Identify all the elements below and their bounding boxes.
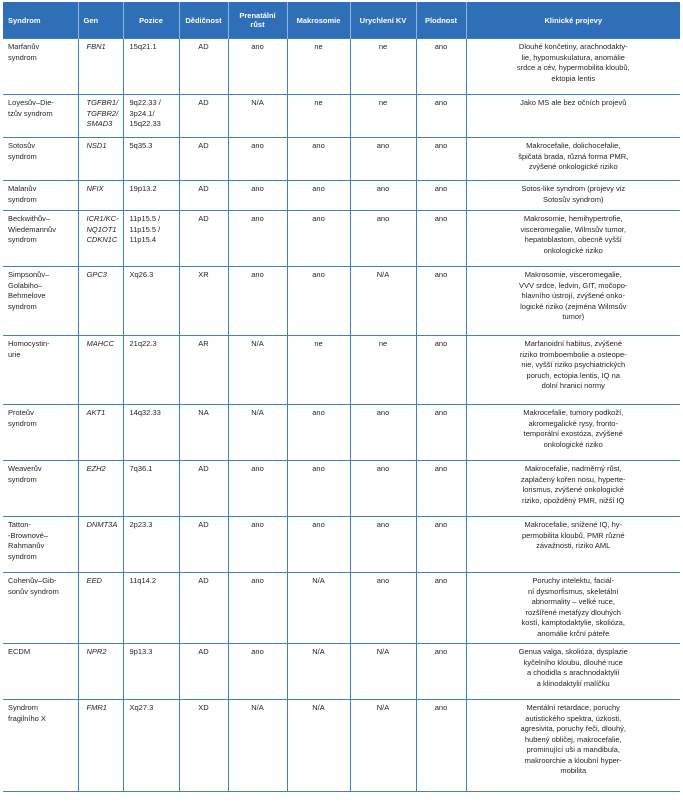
macrosomia-cell: ano (287, 211, 350, 267)
bone-age-cell: ne (350, 336, 416, 405)
gene-cell: EZH2 (78, 461, 123, 517)
fertility-cell: ano (416, 267, 466, 336)
prenatal-growth-cell: ano (228, 461, 287, 517)
position-cell: Xq27.3 (123, 700, 179, 792)
clinical-features-cell: Makrocefalie, tumory podkoží, akromegalické rysy, fronto- temporální exostóza, zvýšené onkologické riziko (466, 405, 680, 461)
position-cell: 21q22.3 (123, 336, 179, 405)
macrosomia-cell: ne (287, 336, 350, 405)
gene-cell: AKT1 (78, 405, 123, 461)
syndrome-cell: ECDM (3, 644, 78, 700)
syndrome-cell: Proteův syndrom (3, 405, 78, 461)
clinical-features-cell: Makrocefalie, dolichocefalie, špičatá brada, různá forma PMR, zvýšené onkologické riziko (466, 138, 680, 181)
clinical-features-cell: Genua valga, skolióza, dysplazie kyčelního kloubu, dlouhé ruce a chodidla s arachnodaktylií a klinodaktylií malíčku (466, 644, 680, 700)
bone-age-cell: ano (350, 573, 416, 644)
bone-age-cell: ne (350, 95, 416, 138)
clinical-features-cell: Dlouhé končetiny, arachnodakty- lie, hypomuskulatura, anomálie srdce a cév, hypermobilita kloubů, ektopia lentis (466, 39, 680, 95)
table-row (3, 95, 680, 138)
clinical-features-cell: Marfanoidní habitus, zvýšené riziko tromboembolie a osteope- nie, vyšší riziko psychiatrických poruch, ectopia lentis, IQ na dolní hranici normy (466, 336, 680, 405)
position-cell: 2p23.3 (123, 517, 179, 573)
clinical-features-cell: Jako MS ale bez očních projevů (466, 95, 680, 138)
bone-age-cell: N/A (350, 700, 416, 792)
fertility-cell: ano (416, 700, 466, 792)
syndrome-cell: Homocystin- urie (3, 336, 78, 405)
prenatal-growth-cell: ano (228, 39, 287, 95)
table-row (3, 181, 680, 211)
gene-cell: MAHCC (78, 336, 123, 405)
header-syndrom: Syndrom (3, 2, 78, 39)
table-row (3, 336, 680, 405)
header-makrosomie: Makrosomie (287, 2, 350, 39)
inheritance-cell: AD (179, 517, 228, 573)
syndrome-cell: Sotosův syndrom (3, 138, 78, 181)
fertility-cell: ano (416, 138, 466, 181)
table-row (3, 461, 680, 517)
fertility-cell: ano (416, 573, 466, 644)
syndrome-cell: Syndrom fragilního X (3, 700, 78, 792)
position-cell: 11q14.2 (123, 573, 179, 644)
macrosomia-cell: N/A (287, 700, 350, 792)
position-cell: 11p15.5 / 11p15.5 / 11p15.4 (123, 211, 179, 267)
syndrome-cell: Tatton- -Brownové– Rahmanův syndrom (3, 517, 78, 573)
inheritance-cell: AD (179, 461, 228, 517)
table-row (3, 211, 680, 267)
syndrome-cell: Loyesův–Die- tzův syndrom (3, 95, 78, 138)
gene-cell: DNMT3A (78, 517, 123, 573)
inheritance-cell: AR (179, 336, 228, 405)
gene-cell: GPC3 (78, 267, 123, 336)
macrosomia-cell: ne (287, 39, 350, 95)
clinical-features-cell: Poruchy intelektu, faciál- ní dysmorfismus, skeletální abnormality – velké ruce, rozšířené metafýzy dlouhých kostí, kamptodaktylie, skolióza, anomálie krční páteře (466, 573, 680, 644)
bone-age-cell: ano (350, 181, 416, 211)
macrosomia-cell: ano (287, 267, 350, 336)
inheritance-cell: AD (179, 39, 228, 95)
fertility-cell: ano (416, 336, 466, 405)
position-cell: 7q36.1 (123, 461, 179, 517)
gene-cell: ICR1/KC- NQ1OT1 CDKN1C (78, 211, 123, 267)
bone-age-cell: ano (350, 461, 416, 517)
syndrome-cell: Weaverův syndrom (3, 461, 78, 517)
syndrome-table (3, 2, 680, 792)
position-cell: 9p13.3 (123, 644, 179, 700)
header-row (3, 2, 680, 39)
fertility-cell: ano (416, 644, 466, 700)
macrosomia-cell: ano (287, 517, 350, 573)
header-gen: Gen (78, 2, 123, 39)
prenatal-growth-cell: ano (228, 211, 287, 267)
prenatal-growth-cell: ano (228, 644, 287, 700)
table-row (3, 405, 680, 461)
table-row (3, 644, 680, 700)
clinical-features-cell: Makrosomie, hemihypertrofie, visceromegalie, Wilmsův tumor, hepatoblastom, obecně vyšší onkologické riziko (466, 211, 680, 267)
clinical-features-cell: Makrosomie, visceromegalie, VVV srdce, ledvin, GIT, močopo- hlavního ústrojí, zvýšené onko- logické riziko (zejména Wilmsův tumor) (466, 267, 680, 336)
gene-cell: TGFBR1/ TGFBR2/ SMAD3 (78, 95, 123, 138)
inheritance-cell: AD (179, 181, 228, 211)
prenatal-growth-cell: ano (228, 573, 287, 644)
fertility-cell: ano (416, 405, 466, 461)
inheritance-cell: AD (179, 644, 228, 700)
gene-cell: FBN1 (78, 39, 123, 95)
fertility-cell: ano (416, 95, 466, 138)
fertility-cell: ano (416, 461, 466, 517)
bone-age-cell: ano (350, 517, 416, 573)
table-row (3, 517, 680, 573)
bone-age-cell: ano (350, 405, 416, 461)
prenatal-growth-cell: ano (228, 181, 287, 211)
bone-age-cell: ano (350, 138, 416, 181)
position-cell: Xq26.3 (123, 267, 179, 336)
bone-age-cell: ano (350, 211, 416, 267)
syndrome-cell: Malanův syndrom (3, 181, 78, 211)
syndrome-cell: Marfanův syndrom (3, 39, 78, 95)
inheritance-cell: XR (179, 267, 228, 336)
macrosomia-cell: ano (287, 181, 350, 211)
position-cell: 5q35.3 (123, 138, 179, 181)
macrosomia-cell: ano (287, 461, 350, 517)
macrosomia-cell: ne (287, 95, 350, 138)
table-row (3, 573, 680, 644)
clinical-features-cell: Makrocefalie, nadměrný růst, zaplačený kořen nosu, hyperte- lorismus, zvýšené onkologické riziko, opožděný PMR, nižší IQ (466, 461, 680, 517)
fertility-cell: ano (416, 517, 466, 573)
prenatal-growth-cell: ano (228, 517, 287, 573)
header-urychleni-kv: Urychlení KV (350, 2, 416, 39)
fertility-cell: ano (416, 181, 466, 211)
table-row (3, 700, 680, 792)
inheritance-cell: AD (179, 138, 228, 181)
gene-cell: FMR1 (78, 700, 123, 792)
gene-cell: EED (78, 573, 123, 644)
bone-age-cell: ne (350, 39, 416, 95)
macrosomia-cell: N/A (287, 644, 350, 700)
inheritance-cell: AD (179, 573, 228, 644)
inheritance-cell: AD (179, 211, 228, 267)
clinical-features-cell: Makrocefalie, snížené IQ, hy- permobilita kloubů, PMR různé závažnosti, riziko AML (466, 517, 680, 573)
bone-age-cell: N/A (350, 267, 416, 336)
macrosomia-cell: ano (287, 405, 350, 461)
macrosomia-cell: ano (287, 138, 350, 181)
position-cell: 9q22.33 / 3p24.1/ 15q22.33 (123, 95, 179, 138)
prenatal-growth-cell: ano (228, 267, 287, 336)
table-row (3, 138, 680, 181)
gene-cell: NFIX (78, 181, 123, 211)
inheritance-cell: NA (179, 405, 228, 461)
position-cell: 19p13.2 (123, 181, 179, 211)
prenatal-growth-cell: N/A (228, 336, 287, 405)
header-klinicke-projevy: Klinické projevy (466, 2, 680, 39)
clinical-features-cell: Mentální retardace, poruchy autistického spektra, úzkosti, agresivita, poruchy řeči, dlouhý, hubený obličej, makrocefalie, prominující uši a mandibula, makroorchie a kloubní hyper- mobilita (466, 700, 680, 792)
table-row (3, 267, 680, 336)
inheritance-cell: XD (179, 700, 228, 792)
prenatal-growth-cell: ano (228, 138, 287, 181)
gene-cell: NPR2 (78, 644, 123, 700)
clinical-features-cell: Sotos-like syndrom (projevy viz Sotosův syndrom) (466, 181, 680, 211)
position-cell: 15q21.1 (123, 39, 179, 95)
header-pozice: Pozice (123, 2, 179, 39)
prenatal-growth-cell: N/A (228, 700, 287, 792)
position-cell: 14q32.33 (123, 405, 179, 461)
syndrome-cell: Cohenův–Gib- sonův syndrom (3, 573, 78, 644)
table-row (3, 39, 680, 95)
prenatal-growth-cell: N/A (228, 95, 287, 138)
fertility-cell: ano (416, 39, 466, 95)
prenatal-growth-cell: N/A (228, 405, 287, 461)
header-dedicnost: Dědičnost (179, 2, 228, 39)
header-prenatalni-rust: Prenatální růst (228, 2, 287, 39)
gene-cell: NSD1 (78, 138, 123, 181)
header-plodnost: Plodnost (416, 2, 466, 39)
macrosomia-cell: N/A (287, 573, 350, 644)
bone-age-cell: N/A (350, 644, 416, 700)
syndrome-cell: Beckwithův– Wiedemannův syndrom (3, 211, 78, 267)
inheritance-cell: AD (179, 95, 228, 138)
syndrome-cell: Simpsonův– Golabiho– Behmelove syndrom (3, 267, 78, 336)
fertility-cell: ano (416, 211, 466, 267)
